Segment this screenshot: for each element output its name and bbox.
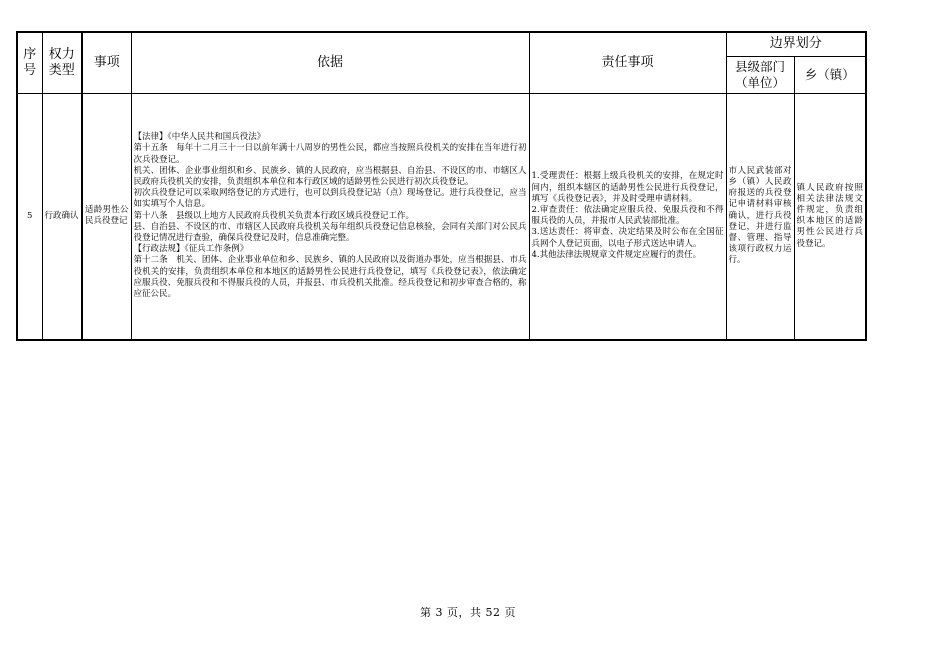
basis-paragraph: 【行政法规】《征兵工作条例》 [133, 244, 249, 255]
basis-paragraph: 第十八条 县级以上地方人民政府兵役机关负责本行政区域兵役登记工作。 [133, 210, 415, 221]
duty-paragraph: 3.送达责任：将审查、决定结果及时公布在全国征兵网个人登记页面，以电子形式送达申请人。 [531, 227, 724, 249]
row-power-type: 行政确认 [42, 93, 82, 340]
header-item: 事项 [82, 32, 131, 93]
header-power-type: 权力 类型 [42, 32, 82, 93]
row-county-dept: 市人民武装部对乡（镇）人民政府报送的兵役登记申请材料审核确认，进行兵役登记，并进行监督、管理、指导该项行政权力运行。 [726, 93, 794, 340]
header-seq: 序 号 [17, 32, 42, 93]
header-basis: 依据 [131, 32, 529, 93]
basis-paragraph: 机关、团体、企业事业组织和乡、民族乡、镇的人民政府，应当根据县、自治县、不设区的市、市辖区人民政府兵役机关的安排，负责组织本单位和本行政区域的适龄男性公民进行初次兵役登记。 [133, 165, 527, 188]
page-footer: 第 3 页，共 52 页 [420, 606, 516, 619]
basis-paragraph: 第十五条 每年十二月三十一日以前年满十八周岁的男性公民，都应当按照兵役机关的安排在当年进行初次兵役登记。 [133, 143, 527, 165]
header-county-dept: 县级部门 （单位） [726, 56, 794, 93]
duty-paragraph: 4.其他法律法规规章文件规定应履行的责任。 [531, 249, 702, 260]
power-list-table [16, 31, 867, 341]
basis-paragraph: 初次兵役登记可以采取网络登记的方式进行，也可以到兵役登记站（点）现场登记。进行兵役登记，应当如实填写个人信息。 [133, 188, 527, 210]
row-town: 镇人民政府按照相关法律法规文件规定，负责组织本地区的适龄男性公民进行兵役登记。 [794, 93, 866, 340]
duty-paragraph: 1.受理责任：根据上级兵役机关的安排，在规定时间内，组织本辖区的适龄男性公民进行兵役登记，填写《兵役登记表》，并及时受理申请材料。 [531, 171, 724, 204]
duty-paragraph: 2.审查责任：依法确定应服兵役、免服兵役和不得服兵役的人员，并报市人民武装部批准。 [531, 205, 724, 227]
row-seq: 5 [17, 93, 42, 340]
row-item: 适龄男性公民兵役登记 [82, 93, 131, 340]
basis-paragraph: 第十二条 机关、团体、企业事业单位和乡、民族乡、镇的人民政府以及街道办事处，应当根据县、市兵役机关的安排，负责组织本单位和本地区的适龄男性公民进行兵役登记，填写《兵役登记表》，依法确定应服兵役、免服兵役和不得服兵役的人员，并报县、市兵役机关批准。经兵役登记和初步审查合格的，称应征公民。 [133, 255, 527, 300]
header-town: 乡（镇） [794, 56, 866, 93]
header-duty: 责任事项 [529, 32, 726, 93]
row-basis [131, 93, 529, 340]
basis-paragraph: 县、自治县、不设区的市、市辖区人民政府兵役机关每年组织兵役登记信息核验，会同有关部门对公民兵役登记情况进行查验，确保兵役登记及时，信息准确完整。 [133, 221, 527, 244]
header-boundary: 边界划分 [726, 32, 866, 56]
basis-paragraph: 【法律】《中华人民共和国兵役法》 [133, 132, 266, 143]
row-duty [529, 93, 726, 340]
